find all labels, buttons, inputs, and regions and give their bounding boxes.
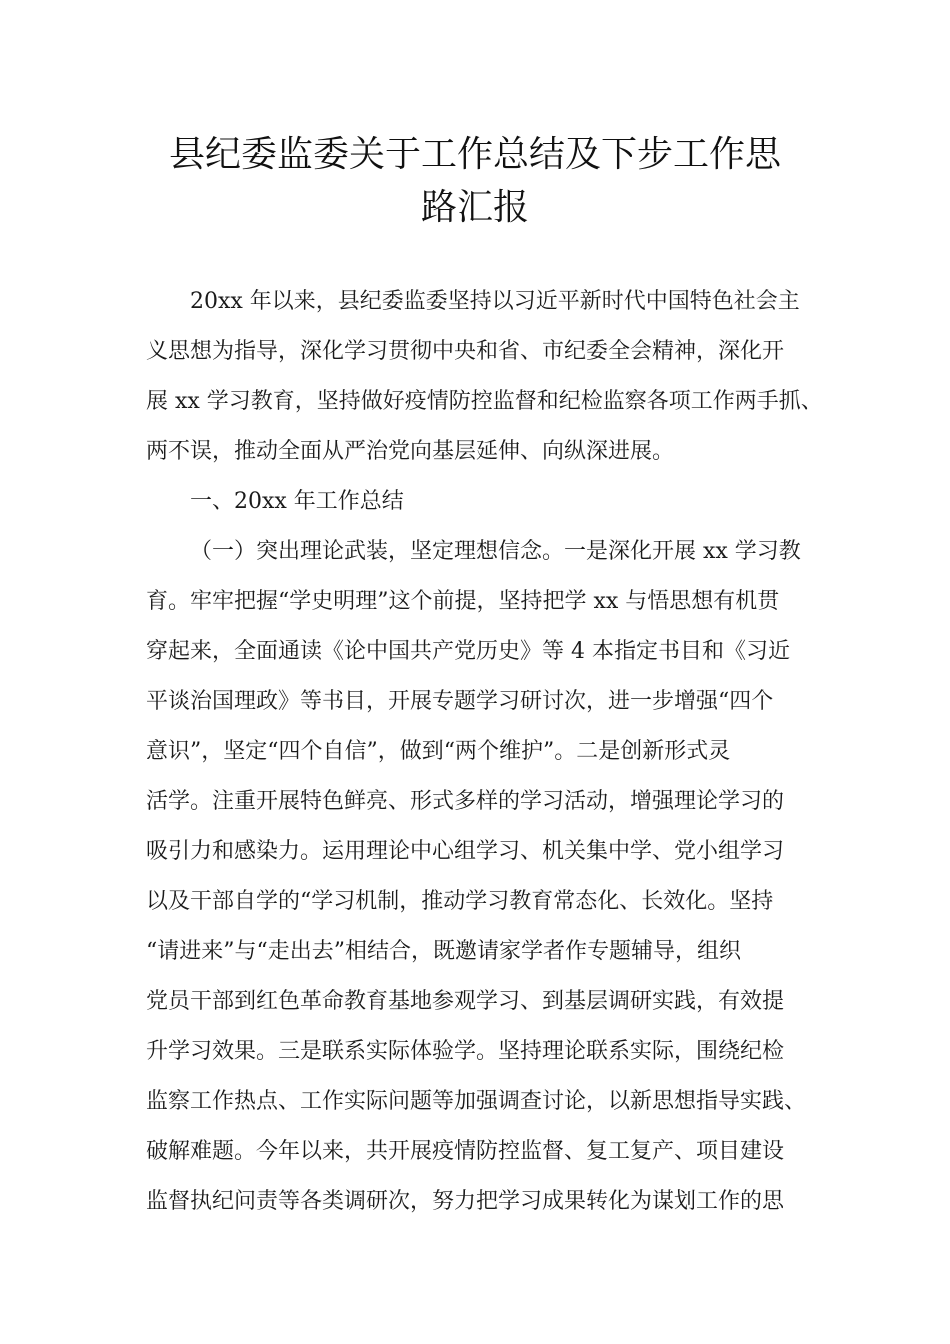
paragraph-line: 义思想为指导，深化学习贯彻中央和省、市纪委全会精神，深化开 (146, 339, 785, 364)
section-heading: 一、20xx 年工作总结 (190, 489, 404, 514)
paragraph-line: 展 xx 学习教育，坚持做好疫情防控监督和纪检监察各项工作两手抓、 (146, 389, 823, 414)
paragraph-line: 活学。注重开展特色鲜亮、形式多样的学习活动，增强理论学习的 (146, 789, 785, 814)
paragraph-line: 以及干部自学的“学习机制，推动学习教育常态化、长效化。坚持 (146, 889, 774, 914)
paragraph-line: 监察工作热点、工作实际问题等加强调查讨论，以新思想指导实践、 (146, 1089, 807, 1114)
paragraph-line: 监督执纪问责等各类调研次，努力把学习成果转化为谋划工作的思 (146, 1189, 785, 1214)
document-title-line-2: 路汇报 (420, 187, 529, 228)
paragraph-line: 党员干部到红色革命教育基地参观学习、到基层调研实践，有效提 (146, 989, 785, 1014)
document-title-line-1: 县纪委监委关于工作总结及下步工作思 (168, 134, 781, 175)
paragraph-line: 升学习效果。三是联系实际体验学。坚持理论联系实际，围绕纪检 (146, 1039, 785, 1064)
paragraph-line: 育。牢牢把握“学史明理”这个前提，坚持把学 xx 与悟思想有机贯 (146, 589, 780, 614)
paragraph-line: 平谈治国理政》等书目，开展专题学习研讨次，进一步增强“四个 (146, 689, 774, 714)
paragraph-line: 吸引力和感染力。运用理论中心组学习、机关集中学、党小组学习 (146, 839, 785, 864)
paragraph-line: 两不误，推动全面从严治党向基层延伸、向纵深进展。 (146, 439, 675, 464)
paragraph-line: （一）突出理论武装，坚定理想信念。一是深化开展 xx 学习教 (190, 539, 801, 564)
paragraph-line: 破解难题。今年以来，共开展疫情防控监督、复工复产、项目建设 (146, 1139, 785, 1164)
paragraph-line: “请进来”与“走出去”相结合，既邀请家学者作专题辅导，组织 (146, 939, 741, 964)
paragraph-line: 20xx 年以来，县纪委监委坚持以习近平新时代中国特色社会主 (190, 289, 800, 314)
paragraph-line: 穿起来，全面通读《论中国共产党历史》等 4 本指定书目和《习近 (146, 639, 790, 664)
paragraph-line: 意识”，坚定“四个自信”，做到“两个维护”。二是创新形式灵 (146, 739, 731, 764)
